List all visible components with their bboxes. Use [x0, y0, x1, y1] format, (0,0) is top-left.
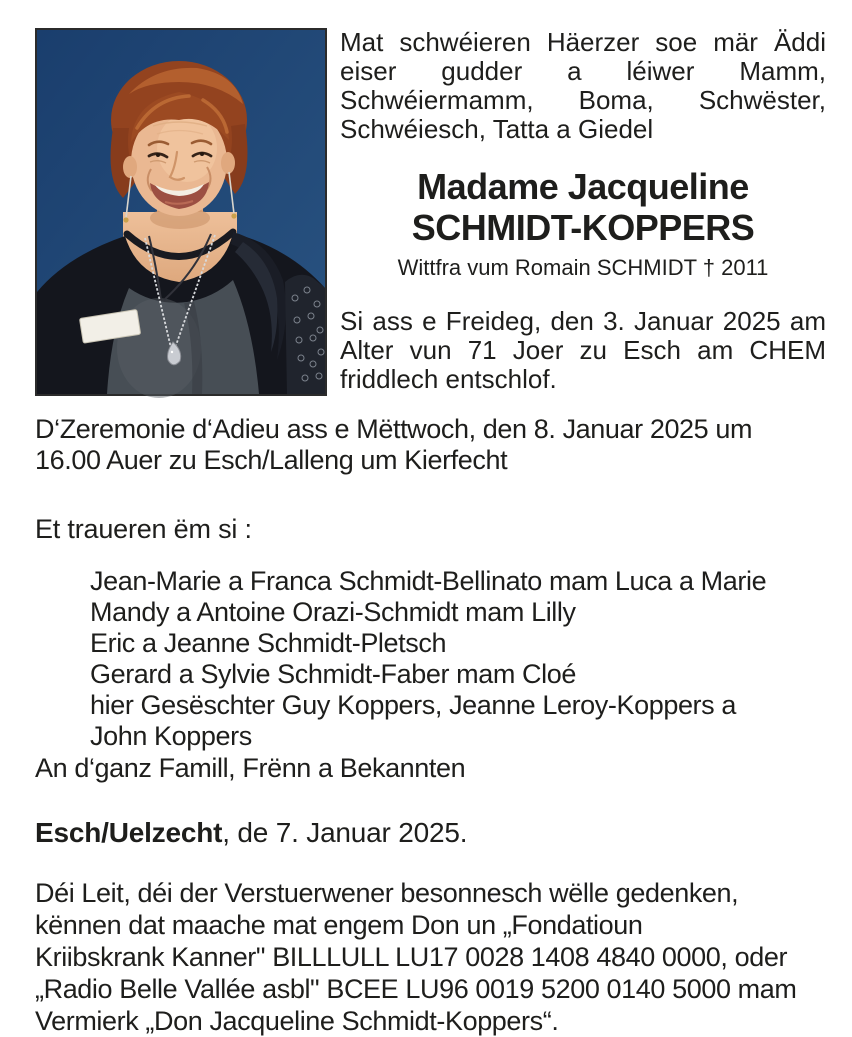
dateline-place: Esch/Uelzecht — [35, 817, 223, 848]
portrait-illustration — [37, 30, 325, 394]
death-announcement: Si ass e Freideg, den 3. Januar 2025 am Alter vun 71 Joer zu Esch am CHEM friddlech entschlof. — [340, 306, 826, 394]
donation-line: Kriibskrank Kanner" BILLLULL LU17 0028 1408 4840 0000, oder — [35, 942, 788, 972]
mourner-line: Jean-Marie a Franca Schmidt-Bellinato mam Luca a Marie — [90, 566, 767, 596]
portrait-photo — [35, 28, 327, 396]
mourner-line: Gerard a Sylvie Schmidt-Faber mam Cloé — [90, 659, 576, 689]
ceremony-info: D‘Zeremonie d‘Adieu ass e Mëttwoch, den 8. Januar 2025 um 16.00 Auer zu Esch/Lalleng um Kierfecht — [35, 414, 753, 475]
right-ear — [221, 152, 235, 174]
family-line: An d‘ganz Famill, Frënn a Bekannten — [35, 753, 466, 783]
intro-text: Mat schwéieren Häerzer soe mär Äddi eiser gudder a léiwer Mamm, Schwéiermamm, Boma, Schwëster, Schwéiesch, Tatta a Giedel — [340, 27, 826, 144]
donation-line: Vermierk „Don Jacqueline Schmidt-Koppers“. — [35, 1006, 559, 1036]
deceased-name-line1: Madame Jacqueline — [417, 166, 749, 207]
left-ear — [123, 156, 137, 178]
donation-line: kënnen dat maache mat engem Don un „Fondatioun — [35, 910, 643, 940]
mourner-line: Eric a Jeanne Schmidt-Pletsch — [90, 628, 447, 658]
mourners-heading: Et traueren ëm si : — [35, 514, 252, 544]
mourner-line: hier Gesëschter Guy Koppers, Jeanne Leroy-Koppers a — [90, 690, 736, 720]
mourners-list — [90, 566, 822, 752]
announcement-column — [340, 28, 826, 394]
donation-line: Déi Leit, déi der Verstuerwener besonnesch wëlle gedenken, — [35, 878, 739, 908]
widow-subtitle: Wittfra vum Romain SCHMIDT † 2011 — [397, 255, 769, 280]
dateline-date: , de 7. Januar 2025. — [222, 817, 468, 848]
donation-line: „Radio Belle Vallée asbl" BCEE LU96 0019 5200 0140 5000 mam — [35, 974, 797, 1004]
deceased-name-block — [340, 166, 826, 281]
mourner-line: Mandy a Antoine Orazi-Schmidt mam Lilly — [90, 597, 576, 627]
deceased-name-line2: SCHMIDT-KOPPERS — [411, 207, 755, 248]
dateline — [35, 817, 822, 849]
top-section — [35, 27, 826, 396]
donation-paragraph — [35, 877, 822, 1037]
lace-sleeve — [285, 275, 325, 394]
mourner-line: John Koppers — [90, 721, 252, 751]
